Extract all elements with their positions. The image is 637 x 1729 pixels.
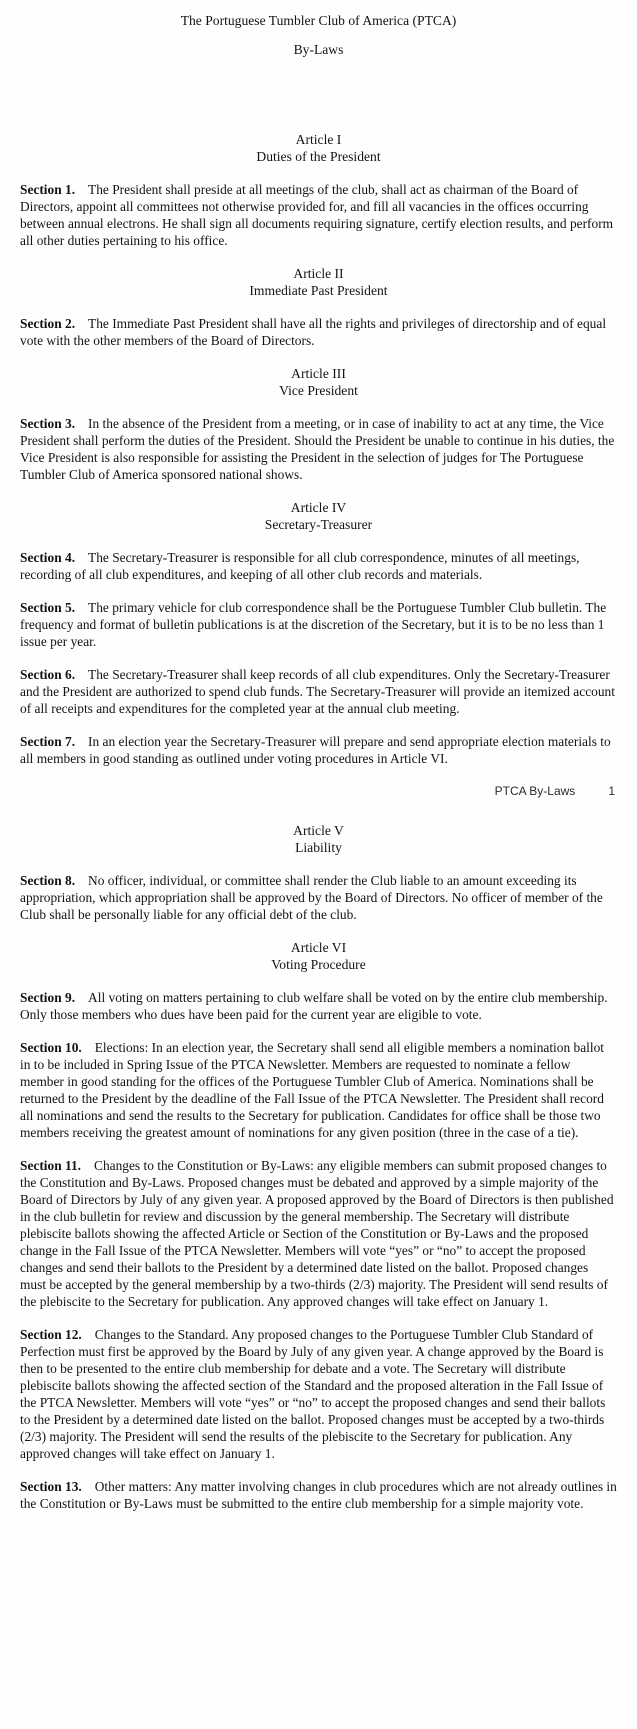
- section-5-paragraph: [20, 599, 617, 650]
- article-1-title: Article I: [295, 132, 342, 147]
- section-13-paragraph: [20, 1478, 617, 1512]
- section-13-text: Other matters: Any matter involving changes in club procedures which are not already outlines in the Constitution or By-Laws must be submitted to the entire club membership for a simple majority vote.: [20, 1479, 617, 1511]
- section-3-label: Section 3.: [20, 416, 76, 431]
- section-2-text: The Immediate Past President shall have all the rights and privileges of directorship and of equal vote with the other members of the Board of Directors.: [20, 316, 607, 348]
- section-8-paragraph: [20, 872, 617, 923]
- section-7-text: In an election year the Secretary-Treasurer will prepare and send appropriate election materials to all members in good standing as outlined under voting procedures in Article VI.: [20, 734, 611, 766]
- article-4-subtitle: Secretary-Treasurer: [264, 517, 373, 532]
- section-10-paragraph: [20, 1039, 617, 1141]
- section-11-text: Changes to the Constitution or By-Laws: any eligible members can submit proposed changes to the Constitution and By-Laws. Proposed changes must be debated and approved by a simple majority of the Board of Directors by July of any given year. A proposed approved by the Board of Directors is then published in the club bulletin for review and discussion by the general membership. The Secretary will distribute plebiscite ballots showing the affected Article or Section of the Constitution or By-Laws and the proposed change in the Fall Issue of the PTCA Newsletter. Members will vote “yes” or “no” to accept the proposed changes and send their ballots to the President by a determined date listed on the ballot. Proposed changes must be accepted by the general membership by a two-thirds (2/3) majority. The President will send results of the plebiscite to the Secretary for publication. Any approved changes will take effect on January 1.: [20, 1158, 614, 1309]
- section-11-paragraph: [20, 1157, 617, 1310]
- section-8-label: Section 8.: [20, 873, 76, 888]
- article-2-heading: [20, 265, 617, 299]
- section-9-label: Section 9.: [20, 990, 76, 1005]
- section-8-text: No officer, individual, or committee shall render the Club liable to an amount exceeding its appropriation, which appropriation shall be approved by the Board of Directors. No officer of member of the Club shall be personally liable for any official debt of the club.: [20, 873, 603, 922]
- article-5-title: Article V: [293, 823, 344, 838]
- article-6-heading: [20, 939, 617, 973]
- section-4-label: Section 4.: [20, 550, 76, 565]
- article-5-heading: [20, 822, 617, 856]
- title-gap: [20, 58, 617, 124]
- article-4-title: Article IV: [290, 500, 347, 515]
- section-10-label: Section 10.: [20, 1040, 82, 1055]
- section-4-text: The Secretary-Treasurer is responsible for all club correspondence, minutes of all meetings, recording of all club expenditures, and keeping of all other club records and materials.: [20, 550, 580, 582]
- article-3-subtitle: Vice President: [279, 383, 358, 398]
- section-12-paragraph: [20, 1326, 617, 1462]
- section-6-paragraph: [20, 666, 617, 717]
- section-1-paragraph: [20, 181, 617, 249]
- page-number: 1: [608, 784, 615, 798]
- section-1-label: Section 1.: [20, 182, 76, 197]
- section-7-paragraph: [20, 733, 617, 767]
- doc-subtitle: By-Laws: [293, 42, 344, 57]
- section-12-text: Changes to the Standard. Any proposed changes to the Portuguese Tumbler Club Standard of Perfection must first be approved by the Board by July of any given year. A change approved by the Board is then to be presented to the entire club membership for debate and a vote. The Secretary will distribute plebiscite ballots showing the affected section of the Standard and the proposed alteration in the Fall Issue of the PTCA Newsletter. Members will vote “yes” or “no” to accept the proposed changes and send their ballots to the President by a determined date listed on the ballot. Proposed changes must be accepted by a two-thirds (2/3) majority. The President will send the results of the plebiscite to the Secretary for publication. Any approved changes will take effect on January 1.: [20, 1327, 606, 1461]
- doc-title: The Portuguese Tumbler Club of America (PTCA): [180, 13, 457, 28]
- article-2-title: Article II: [293, 266, 344, 281]
- section-4-paragraph: [20, 549, 617, 583]
- article-2-subtitle: Immediate Past President: [249, 283, 388, 298]
- section-5-label: Section 5.: [20, 600, 76, 615]
- article-6-subtitle: Voting Procedure: [271, 957, 366, 972]
- section-9-paragraph: [20, 989, 617, 1023]
- section-2-label: Section 2.: [20, 316, 76, 331]
- article-1-subtitle: Duties of the President: [256, 149, 381, 164]
- article-3-title: Article III: [291, 366, 346, 381]
- footer-label: PTCA By-Laws: [494, 784, 576, 798]
- section-12-label: Section 12.: [20, 1327, 82, 1342]
- section-10-text: Elections: In an election year, the Secretary shall send all eligible members a nomination ballot in to be included in Spring Issue of the PTCA Newsletter. Members are requested to nominate a fellow member in good standing for the offices of the Portuguese Tumbler Club of America. Nominations shall be returned to the President by the deadline of the Fall Issue of the PTCA Newsletter. The President shall record all nominations and send the results to the Secretary for publication. Candidates for office shall be those two members receiving the greatest amount of nominations for any given position (three in the case of a tie).: [20, 1040, 605, 1140]
- section-6-text: The Secretary-Treasurer shall keep records of all club expenditures. Only the Secretary-Treasurer and the President are authorized to spend club funds. The Secretary-Treasurer will provide an itemized account of all receipts and expenditures for the completed year at the annual club meeting.: [20, 667, 615, 716]
- section-9-text: All voting on matters pertaining to club welfare shall be voted on by the entire club membership. Only those members who dues have been paid for the current year are eligible to vote.: [20, 990, 608, 1022]
- section-13-label: Section 13.: [20, 1479, 82, 1494]
- article-3-heading: [20, 365, 617, 399]
- article-1-heading: [20, 131, 617, 165]
- section-11-label: Section 11.: [20, 1158, 82, 1173]
- page-footer: [20, 783, 617, 800]
- section-3-text: In the absence of the President from a meeting, or in case of inability to act at any time, the Vice President shall perform the duties of the President. Should the President be unable to continue in his duties, the Vice President is also responsible for assisting the President in the selection of judges for The Portuguese Tumbler Club of America sponsored national shows.: [20, 416, 615, 482]
- section-5-text: The primary vehicle for club correspondence shall be the Portuguese Tumbler Club bulletin. The frequency and format of bulletin publications is at the discretion of the Secretary, but it is to be no less than 1 issue per year.: [20, 600, 607, 649]
- section-1-text: The President shall preside at all meetings of the club, shall act as chairman of the Board of Directors, appoint all committees not otherwise provided for, and fill all vacancies in the offices occurring between annual electrons. He shall sign all documents requiring signature, certify election results, and perform all other duties pertaining to his office.: [20, 182, 614, 248]
- article-6-title: Article VI: [290, 940, 347, 955]
- section-6-label: Section 6.: [20, 667, 76, 682]
- article-4-heading: [20, 499, 617, 533]
- article-5-subtitle: Liability: [295, 840, 342, 855]
- section-7-label: Section 7.: [20, 734, 76, 749]
- section-3-paragraph: [20, 415, 617, 483]
- section-2-paragraph: [20, 315, 617, 349]
